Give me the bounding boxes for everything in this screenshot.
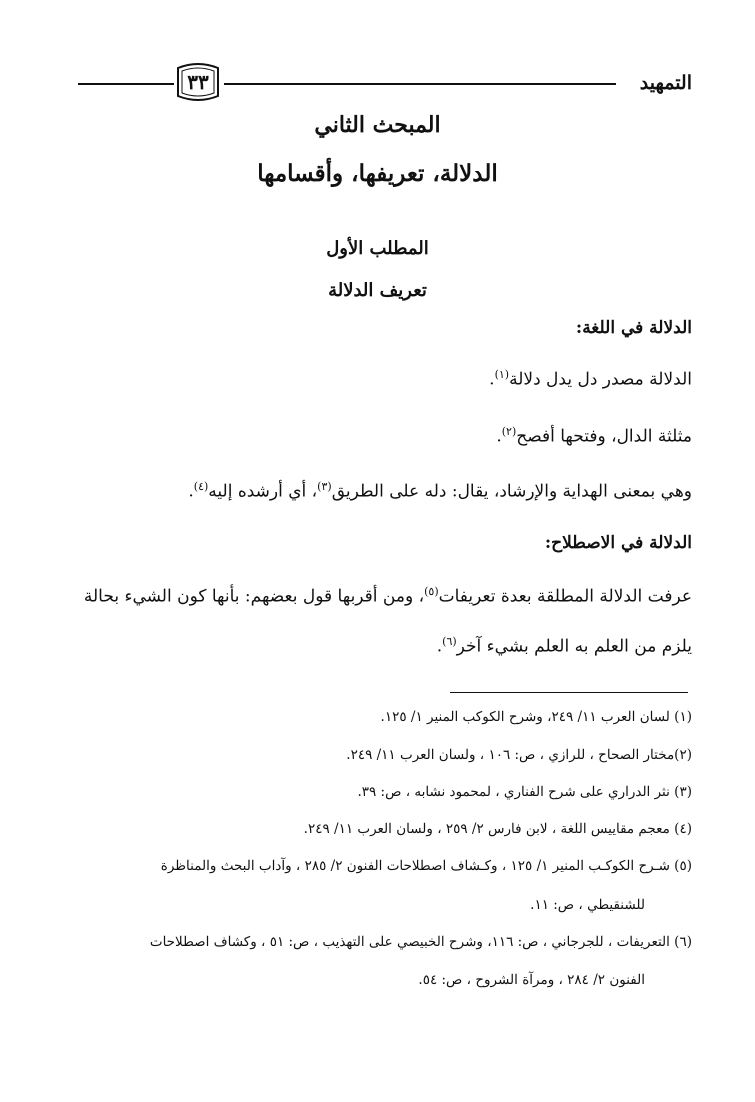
heading-term-definition: الدلالة في الاصطلاح: bbox=[544, 533, 692, 553]
paragraph-4 bbox=[60, 585, 692, 607]
header-rule-right bbox=[224, 83, 616, 85]
paragraph-2-text: مثلثة الدال، وفتحها أفصح bbox=[516, 426, 692, 447]
paragraph-5-text: يلزم من العلم به العلم بشيء آخر bbox=[456, 636, 692, 657]
footnote-6-continuation: الفنون ٢/ ٢٨٤ ، ومرآة الشروح ، ص: ٥٤. bbox=[418, 972, 645, 988]
paragraph-1-end: . bbox=[489, 369, 495, 390]
footnote-divider bbox=[450, 692, 688, 693]
running-title: التمهيد bbox=[639, 72, 692, 94]
paragraph-3 bbox=[60, 480, 692, 502]
heading-language-definition: الدلالة في اللغة: bbox=[575, 318, 692, 338]
paragraph-1-text: الدلالة مصدر دل يدل دلالة bbox=[509, 369, 692, 390]
footnote-5: (٥) شـرح الكوكـب المنير ١/ ١٢٥ ، وكـشاف اصطلاحات الفنون ٢/ ٢٨٥ ، وآداب البحث والمناظرة bbox=[160, 858, 692, 874]
paragraph-1 bbox=[60, 368, 692, 390]
footnote-6: (٦) التعريفات ، للجرجاني ، ص: ١١٦، وشرح الخبيصي على التهذيب ، ص: ٥١ ، وكشاف اصطلاحات bbox=[149, 934, 692, 950]
paragraph-5 bbox=[60, 635, 692, 657]
footnote-4: (٤) معجم مقاييس اللغة ، لابن فارس ٢/ ٢٥٩ ، ولسان العرب ١١/ ٢٤٩. bbox=[303, 821, 692, 837]
section-title: المبحث الثاني bbox=[314, 112, 441, 138]
footnote-1: (١) لسان العرب ١١/ ٢٤٩، وشرح الكوكب المنير ١/ ١٢٥. bbox=[380, 709, 692, 725]
paragraph-3-text-b: ، أي أرشده إليه bbox=[208, 481, 318, 502]
footnote-5-continuation: للشنقيطي ، ص: ١١. bbox=[530, 897, 645, 913]
footnote-3: (٣) نثر الدراري على شرح الفناري ، لمحمود نشابه ، ص: ٣٩. bbox=[357, 784, 692, 800]
header-rule-left bbox=[78, 83, 174, 85]
section-subtitle: الدلالة، تعريفها، وأقسامها bbox=[257, 160, 498, 187]
footnote-ref-1[interactable]: (١) bbox=[494, 368, 510, 381]
footnote-2: (٢)مختار الصحاح ، للرازي ، ص: ١٠٦ ، ولسان العرب ١١/ ٢٤٩. bbox=[346, 747, 692, 763]
footnote-ref-5[interactable]: (٥) bbox=[424, 585, 439, 598]
page-number: ٣٣ bbox=[187, 70, 209, 94]
footnote-ref-6[interactable]: (٦) bbox=[442, 635, 457, 648]
paragraph-5-end: . bbox=[436, 636, 443, 657]
paragraph-4-text-b: ، ومن أقربها قول بعضهم: بأنها كون الشيء بحالة bbox=[83, 586, 425, 607]
paragraph-3-end: . bbox=[188, 481, 194, 502]
footnote-ref-3[interactable]: (٣) bbox=[317, 480, 332, 493]
paragraph-2-end: . bbox=[496, 426, 502, 447]
page-number-frame bbox=[174, 62, 222, 102]
subsection-subtitle: تعريف الدلالة bbox=[328, 280, 427, 301]
paragraph-2 bbox=[60, 425, 692, 447]
paragraph-3-text-a: وهي بمعنى الهداية والإرشاد، يقال: دله على الطريق bbox=[331, 481, 692, 502]
footnote-ref-2[interactable]: (٢) bbox=[501, 425, 517, 438]
subsection-title: المطلب الأول bbox=[326, 238, 429, 259]
paragraph-4-text-a: عرفت الدلالة المطلقة بعدة تعريفات bbox=[438, 586, 692, 607]
footnote-ref-4[interactable]: (٤) bbox=[193, 480, 209, 493]
